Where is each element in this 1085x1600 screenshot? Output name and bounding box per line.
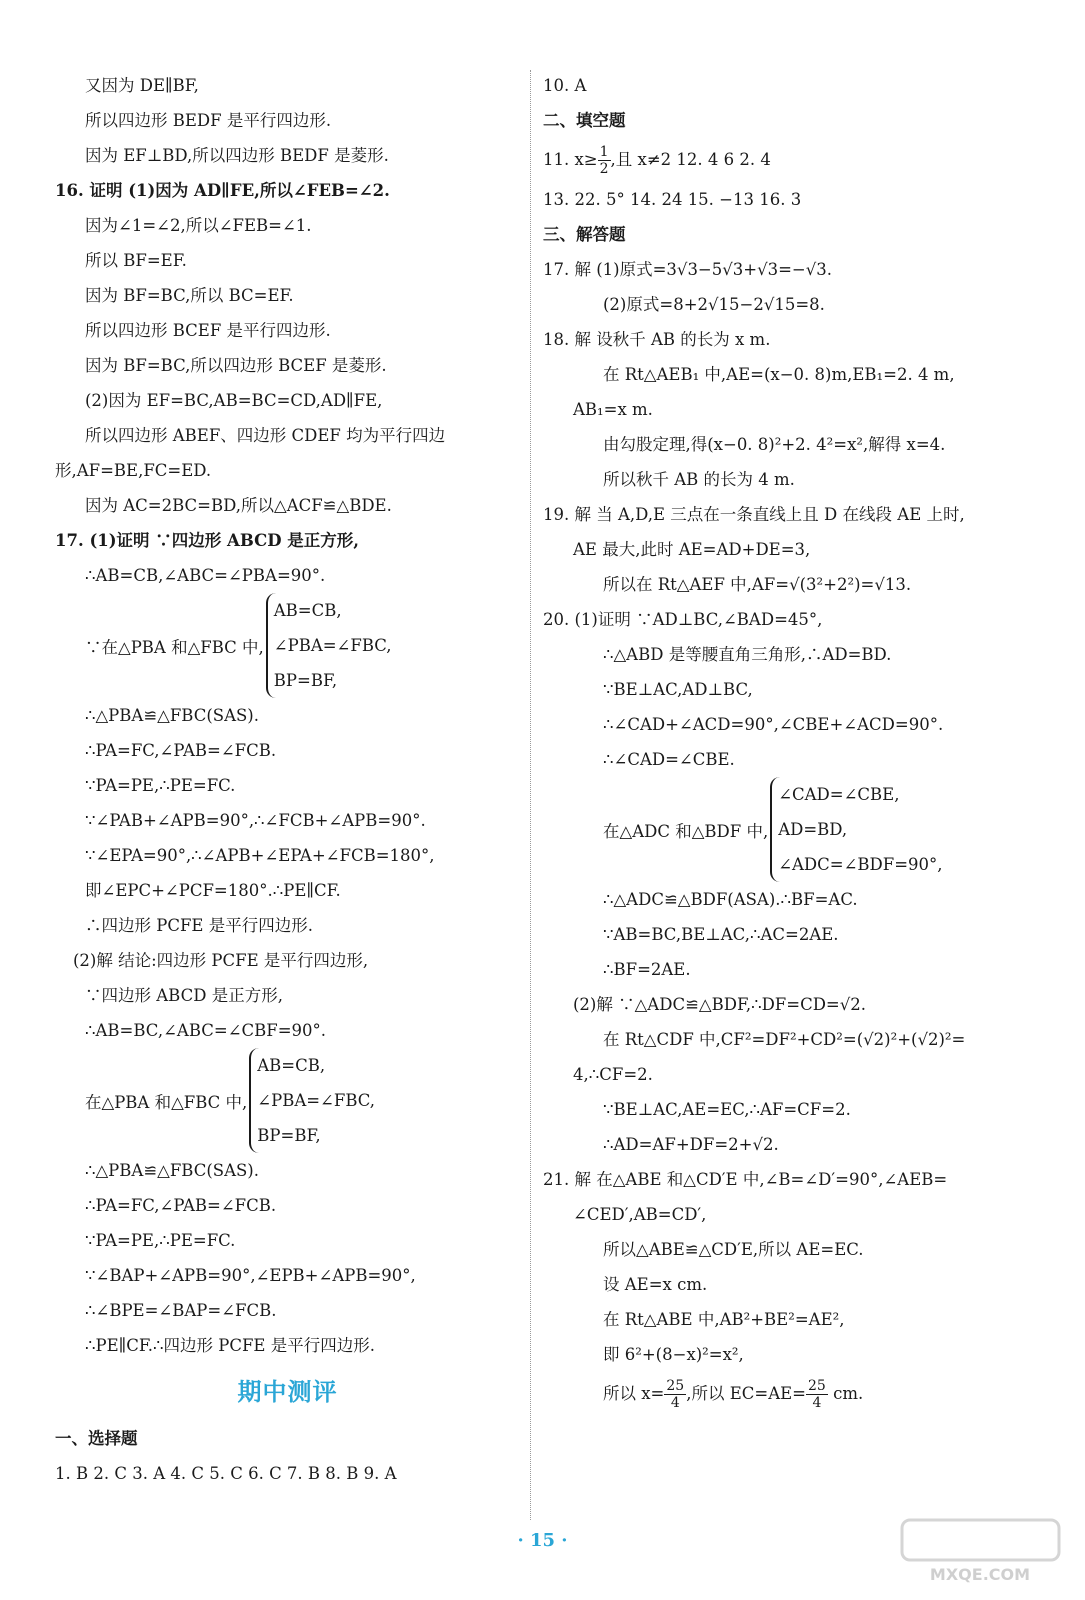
fraction — [598, 144, 611, 177]
text-line: 因为 EF⊥BD,所以四边形 BEDF 是菱形. — [85, 146, 389, 165]
section-heading: 二、填空题 — [543, 111, 626, 130]
brace-item: AB=CB, — [257, 1056, 326, 1075]
text-line: 所以四边形 BCEF 是平行四边形. — [85, 321, 331, 340]
text-line: ∴PA=FC,∠PAB=∠FCB. — [85, 1196, 277, 1215]
brace-items — [770, 777, 942, 882]
watermark-text: MXQE.COM — [929, 1565, 1031, 1584]
text-line: AB₁=x m. — [573, 400, 653, 419]
text-line: (2)因为 EF=BC,AB=BC=CD,AD∥FE, — [85, 391, 383, 410]
text-line: ∴AD=AF+DF=2+√2. — [603, 1135, 779, 1154]
fill-answers-11-12 — [543, 138, 1053, 182]
text-line: ∵∠EPA=90°,∴∠APB+∠EPA+∠FCB=180°, — [85, 846, 435, 865]
question-18-line: 18. 解 设秋千 AB 的长为 x m. — [543, 330, 771, 349]
text-line: ∵∠BAP+∠APB=90°,∠EPB+∠APB=90°, — [85, 1266, 416, 1285]
text-line: ∴△PBA≌△FBC(SAS). — [85, 706, 259, 725]
text-line: ∴∠CAD=∠CBE. — [603, 750, 735, 769]
fraction — [806, 1378, 828, 1411]
fraction-numerator: 1 — [599, 144, 609, 160]
text-line: 在 Rt△ABE 中,AB²+BE²=AE², — [603, 1310, 845, 1329]
brace-item: ∠PBA=∠FBC, — [257, 1091, 376, 1110]
text-line: 所以四边形 BEDF 是平行四边形. — [85, 111, 332, 130]
text-line: ∴AB=BC,∠ABC=∠CBF=90°. — [85, 1021, 327, 1040]
final-suffix: cm. — [827, 1384, 864, 1403]
brace-items — [249, 1048, 375, 1153]
brace-system-3 — [543, 777, 1053, 882]
text-line: 10. A — [543, 76, 587, 95]
brace-lead: 在△PBA 和△FBC 中, — [85, 1092, 248, 1112]
question-16-line: 16. 证明 (1)因为 AD∥FE,所以∠FEB=∠2. — [55, 181, 390, 200]
question-20-line: 20. (1)证明 ∵AD⊥BC,∠BAD=45°, — [543, 610, 823, 629]
question-17-line: 17. 解 (1)原式=3√3−5√3+√3=−√3. — [543, 260, 833, 279]
text-line: ∴△PBA≌△FBC(SAS). — [85, 1161, 259, 1180]
brace-item: ∠ADC=∠BDF=90°, — [778, 855, 943, 874]
text-line: ∴PE∥CF.∴四边形 PCFE 是平行四边形. — [85, 1336, 375, 1355]
page-number: · 15 · — [517, 1530, 568, 1551]
fraction-denominator: 4 — [812, 1395, 822, 1411]
brace-item: BP=BF, — [257, 1126, 321, 1145]
text-line: ∵四边形 ABCD 是正方形, — [85, 986, 283, 1005]
brace-item: ∠CAD=∠CBE, — [778, 785, 900, 804]
text-line: 设 AE=x cm. — [603, 1275, 708, 1294]
final-answer-line — [543, 1372, 1053, 1416]
section-heading: 三、解答题 — [543, 225, 626, 244]
text-line: (2)解 结论:四边形 PCFE 是平行四边形, — [73, 951, 369, 970]
text-line: ∴△ABD 是等腰直角三角形,∴AD=BD. — [603, 645, 892, 664]
text-line: 在 Rt△CDF 中,CF²=DF²+CD²=(√2)²+(√2)²= — [603, 1030, 966, 1049]
text-line: 所以在 Rt△AEF 中,AF=√(3²+2²)=√13. — [603, 575, 912, 594]
left-column — [55, 68, 520, 1540]
final-prefix: 所以 x= — [603, 1384, 665, 1403]
text-line: ∴AB=CB,∠ABC=∠PBA=90°. — [85, 566, 326, 585]
text-line: 因为 BF=BC,所以四边形 BCEF 是菱形. — [85, 356, 387, 375]
question-17-line: 17. (1)证明 ∵四边形 ABCD 是正方形, — [55, 531, 360, 550]
text-line: ∵BE⊥AC,AD⊥BC, — [603, 680, 753, 699]
text-line: 即∠EPC+∠PCF=180°.∴PE∥CF. — [85, 881, 341, 900]
text-line: 又因为 DE∥BF, — [85, 76, 199, 95]
brace-lead: 在△ADC 和△BDF 中, — [603, 821, 769, 841]
text-line: 所以秋千 AB 的长为 4 m. — [603, 470, 795, 489]
text-line: ∵PA=PE,∴PE=FC. — [85, 776, 236, 795]
q11-prefix: 11. x≥ — [543, 150, 598, 169]
text-line: (2)解 ∵△ADC≌△BDF,∴DF=CD=√2. — [573, 995, 867, 1014]
section-title: 期中测评 — [237, 1378, 338, 1406]
fraction-numerator: 25 — [666, 1378, 685, 1394]
fraction — [664, 1378, 686, 1411]
column-divider — [530, 70, 531, 1520]
brace-item: BP=BF, — [273, 671, 338, 690]
brace-item: AD=BD, — [778, 820, 848, 839]
text-line: ∵AB=BC,BE⊥AC,∴AC=2AE. — [603, 925, 839, 944]
brace-system-1 — [55, 593, 520, 698]
watermark-frame-icon — [902, 1520, 1059, 1560]
fraction-denominator: 2 — [599, 161, 609, 177]
text-line: ∴△ADC≌△BDF(ASA).∴BF=AC. — [603, 890, 858, 909]
text-line: ∠CED′,AB=CD′, — [573, 1205, 707, 1224]
q11-suffix: ,且 x≠2 12. 4 6 2. 4 — [610, 150, 771, 169]
text-line: 所以四边形 ABEF、四边形 CDEF 均为平行四边 — [85, 426, 446, 445]
text-line: (2)原式=8+2√15−2√15=8. — [603, 295, 825, 314]
brace-lead: ∵在△PBA 和△FBC 中, — [85, 637, 264, 657]
final-mid: ,所以 EC=AE= — [686, 1384, 806, 1403]
text-line: ∵BE⊥AC,AE=EC,∴AF=CF=2. — [603, 1100, 851, 1119]
text-line: ∵PA=PE,∴PE=FC. — [85, 1231, 236, 1250]
text-line: 即 6²+(8−x)²=x², — [603, 1345, 744, 1364]
text-line: 形,AF=BE,FC=ED. — [55, 461, 212, 480]
question-19-line: 19. 解 当 A,D,E 三点在一条直线上且 D 在线段 AE 上时, — [543, 505, 965, 524]
watermark-logo — [898, 1516, 1063, 1588]
text-line: ∵∠PAB+∠APB=90°,∴∠FCB+∠APB=90°. — [85, 811, 426, 830]
text-line: 由勾股定理,得(x−0. 8)²+2. 4²=x²,解得 x=4. — [603, 435, 946, 454]
section-heading: 一、选择题 — [55, 1429, 138, 1448]
brace-item: ∠PBA=∠FBC, — [273, 636, 392, 655]
text-line: ∴∠CAD+∠ACD=90°,∠CBE+∠ACD=90°. — [603, 715, 944, 734]
text-line: 所以 BF=EF. — [85, 251, 187, 270]
text-line: 因为 BF=BC,所以 BC=EF. — [85, 286, 294, 305]
brace-system-2 — [55, 1048, 520, 1153]
text-line: 所以△ABE≌△CD′E,所以 AE=EC. — [603, 1240, 864, 1259]
text-line: AE 最大,此时 AE=AD+DE=3, — [573, 540, 811, 559]
brace-items — [266, 593, 392, 698]
text-line: 在 Rt△AEB₁ 中,AE=(x−0. 8)m,EB₁=2. 4 m, — [603, 365, 955, 384]
text-line: ∴四边形 PCFE 是平行四边形. — [85, 916, 313, 935]
fraction-numerator: 25 — [808, 1378, 826, 1394]
text-line: ∴BF=2AE. — [603, 960, 691, 979]
text-line: 因为∠1=∠2,所以∠FEB=∠1. — [85, 216, 312, 235]
right-column — [543, 68, 1053, 1540]
text-line: 因为 AC=2BC=BD,所以△ACF≌△BDE. — [85, 496, 392, 515]
text-line: ∴PA=FC,∠PAB=∠FCB. — [85, 741, 277, 760]
choice-answers: 1. B 2. C 3. A 4. C 5. C 6. C 7. B 8. B 9. A — [55, 1464, 397, 1483]
fraction-denominator: 4 — [670, 1395, 680, 1411]
fill-answers-13-16: 13. 22. 5° 14. 24 15. −13 16. 3 — [543, 190, 802, 209]
text-line: 4,∴CF=2. — [573, 1065, 653, 1084]
question-21-line: 21. 解 在△ABE 和△CD′E 中,∠B=∠D′=90°,∠AEB= — [543, 1170, 948, 1189]
text-line: ∴∠BPE=∠BAP=∠FCB. — [85, 1301, 277, 1320]
brace-item: AB=CB, — [273, 601, 342, 620]
